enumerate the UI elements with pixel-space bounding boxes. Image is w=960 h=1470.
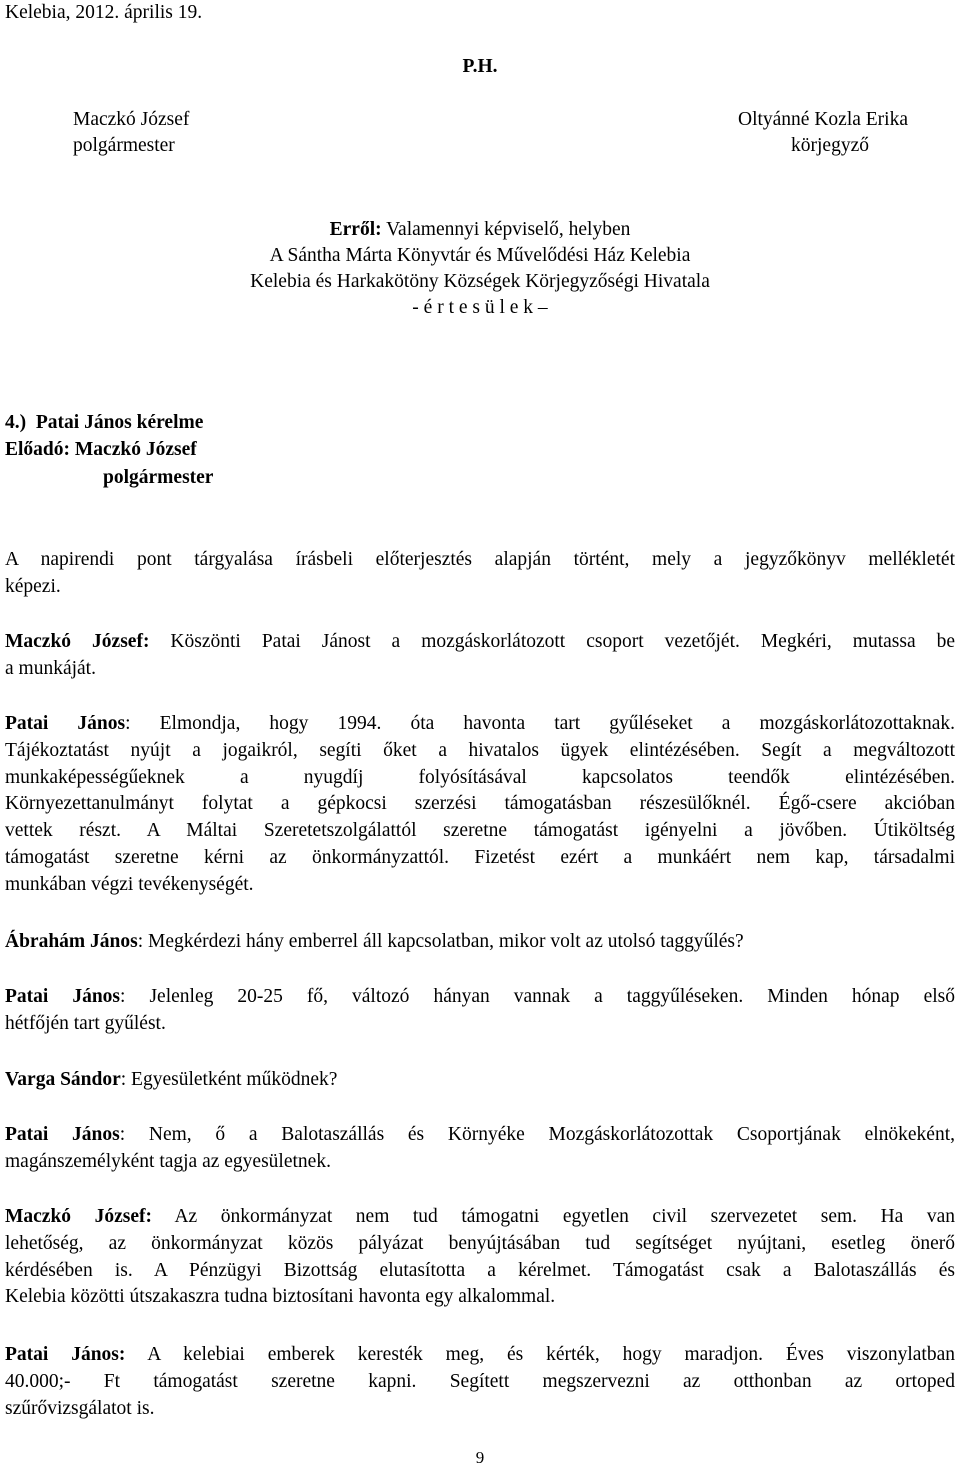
signatory-left-name: Maczkó József (73, 109, 190, 130)
agenda-presenter-title: polgármester (103, 467, 214, 488)
distribution-line-4: - é r t e s ü l e k – (412, 297, 548, 318)
speaker-name: Patai János (5, 986, 121, 1007)
speaker-name: Patai János (5, 1124, 120, 1145)
signatory-left-title: polgármester (73, 135, 175, 156)
distribution-line-3: Kelebia és Harkakötöny Községek Körjegyzőségi Hivatala (250, 271, 710, 292)
speaker-name: Ábrahám János (5, 931, 138, 952)
speaker-name: Patai János (5, 713, 126, 734)
agenda-title: Patai János kérelme (35, 412, 204, 433)
paragraph-patai-4: Patai János: A kelebiai emberek keresték meg, és kérték, hogy maradjon. Éves viszonylatban 40.000;- Ft támogatást szeretne kapni. Segített megszervezni az otthonban az ortoped szűrővizsgálatot is. (5, 1344, 955, 1419)
speaker-name: Varga Sándor (5, 1069, 121, 1090)
paragraph-maczko-2: Maczkó József: Az önkormányzat nem tud támogatni egyetlen civil szervezetet sem. Ha van lehetőség, az önkormányzat közös pályázat benyújtásában tud segítséget nyújtani, esetleg önerő kérdésében is. A Pénzügyi Bizottság elutasította a kérelmet. Támogatást csak a Balotaszállás és Kelebia közötti útszakaszra tudna biztosítani havonta egy alkalommal. (5, 1206, 955, 1308)
distribution-line-1: Erről: Valamennyi képviselő, helyben (329, 219, 631, 240)
distribution-label: Erről: (329, 219, 382, 240)
agenda-presenter: Előadó: Maczkó József (5, 439, 197, 460)
agenda-heading (5, 410, 203, 436)
stamp-placeholder: P.H. (462, 56, 498, 77)
paragraph-abraham: Ábrahám János: Megkérdezi hány emberrel áll kapcsolatban, mikor volt az utolsó taggyűlés? (5, 931, 744, 952)
place-date: Kelebia, 2012. április 19. (5, 2, 203, 23)
signatory-right-name: Oltyánné Kozla Erika (737, 109, 908, 130)
paragraph-maczko-1: Maczkó József: Köszönti Patai Jánost a mozgáskorlátozott csoport vezetőjét. Megkéri, mutassa be a munkáját. (5, 631, 955, 679)
document-page (5, 0, 955, 1470)
distribution-line-2: A Sántha Márta Könyvtár és Művelődési Ház Kelebia (269, 245, 691, 266)
page-number: 9 (475, 1448, 485, 1467)
paragraph-patai-2: Patai János: Jelenleg 20-25 fő, változó hányan vannak a taggyűléseken. Minden hónap első hétfőjén tart gyűlést. (5, 986, 955, 1034)
agenda-number: 4.) (5, 412, 27, 433)
paragraph-patai-3: Patai János: Nem, ő a Balotaszállás és Környéke Mozgáskorlátozottak Csoportjának elnökeként, magánszemélyként tagja az egyesületnek. (5, 1124, 955, 1172)
speaker-name: Patai János: (5, 1344, 126, 1365)
signatory-right-title: körjegyző (791, 135, 869, 156)
speaker-name: Maczkó József: (5, 1206, 152, 1227)
paragraph-varga: Varga Sándor: Egyesületként működnek? (5, 1069, 338, 1090)
paragraph-patai-1: Patai János: Elmondja, hogy 1994. óta havonta tart gyűléseket a mozgáskorlátozottaknak. Tájékoztatást nyújt a jogaikról, segíti őket a hivatalos ügyek elintézésében. Segít a megváltozott munkaképességűeknek a nyugdíj folyósításával kapcsolatos teendők elintézésében. Környezettanulmányt folytat a gépkocsi szerzési támogatásban részesülőknél. Égő-csere akcióban vettek részt. A Máltai Szeretetszolgálattól szeretne támogatást igényelni a jövőben. Útiköltség támogatást szeretne kérni az önkormányzattól. Fizetést ezért a munkáért nem kap, társadalmi munkában végzi tevékenységét. (5, 713, 955, 895)
paragraph-intro: A napirendi pont tárgyalása írásbeli előterjesztés alapján történt, mely a jegyzőkönyv mellékletét képezi. (5, 549, 955, 597)
speaker-name: Maczkó József: (5, 631, 150, 652)
